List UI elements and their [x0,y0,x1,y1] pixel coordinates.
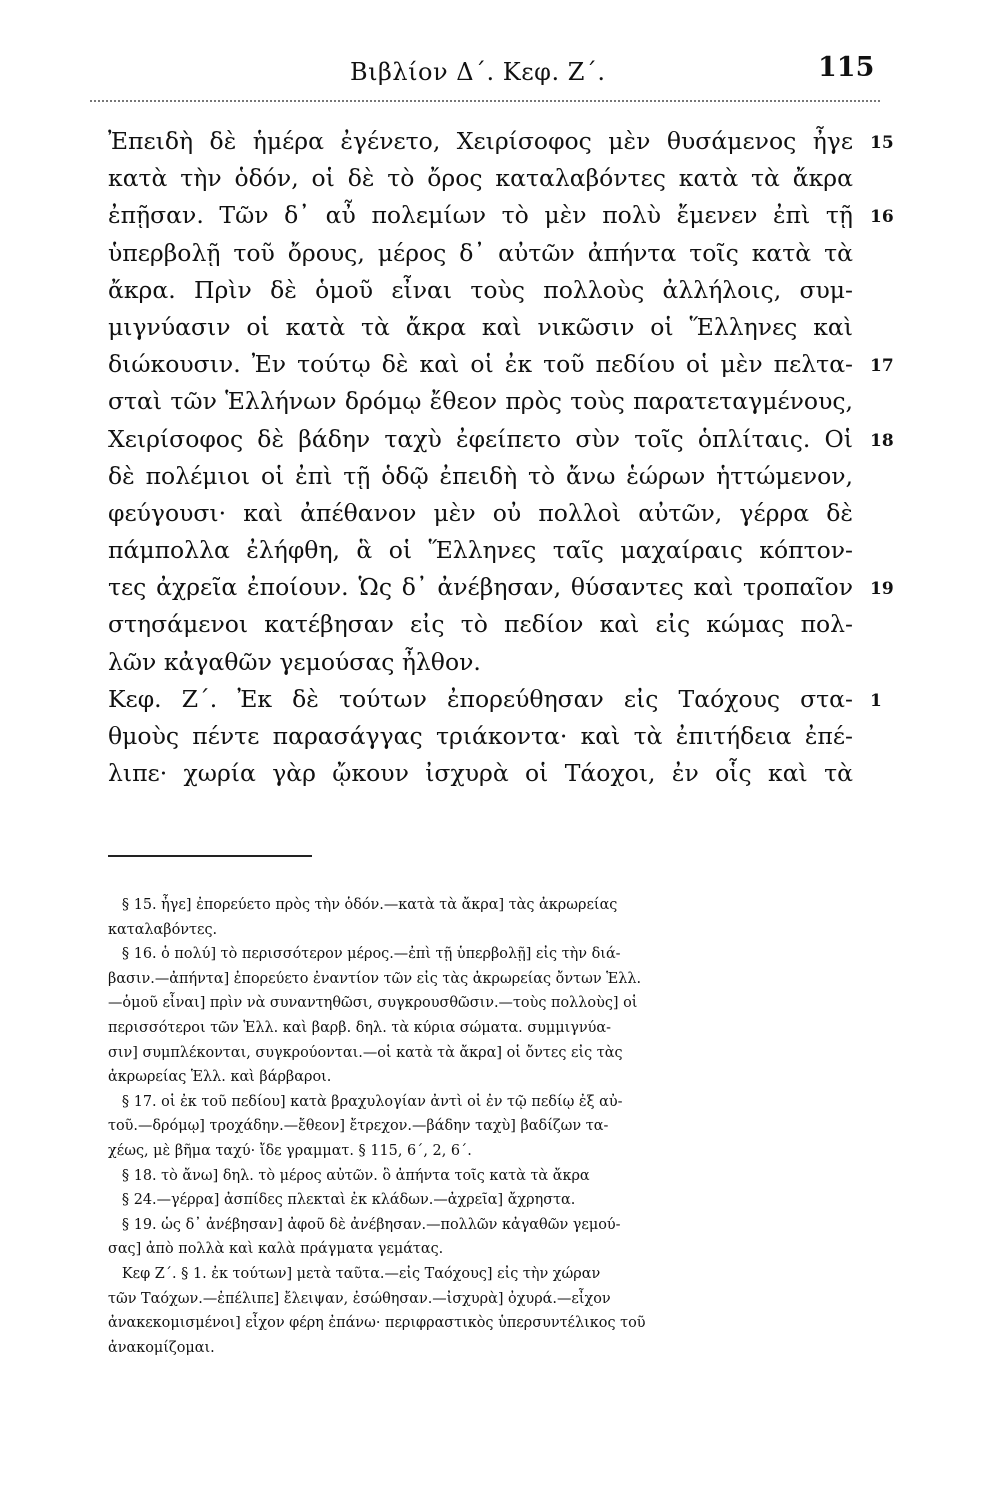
text-line-content: διώκουσιν. Ἐν τούτῳ δὲ καὶ οἱ ἐκ τοῦ πεδίου οἱ μὲν πελτα- [108,350,853,379]
footnote-line: χέως, μὲ βῆμα ταχύ· ἴδε γραμματ. § 115, 6΄, 2, 6΄. [108,1142,472,1159]
footnote-line: —ὁμοῦ εἶναι] πρὶν νὰ συναντηθῶσι, συγκρουσθῶσιν.—τοὺς πολλοὺς] οἱ [108,995,638,1012]
main-text [108,123,894,792]
text-line-content: Ἐπειδὴ δὲ ἡμέρα ἐγένετο, Χειρίσοφος μὲν θυσάμενος ἦγε [108,127,853,155]
text-line [108,644,868,681]
text-line [108,458,868,495]
page-header [0,52,1005,98]
section-number: 16 [870,207,894,228]
text-line-content: ἄκρα. Πρὶν δὲ ὁμοῦ εἶναι τοὺς πολλοὺς ἀλλήλοις, συμ- [108,275,853,304]
footnote-line: § 16. ὁ πολύ] τὸ περισσότερον μέρος.—ἐπὶ τῇ ὑπερβολῇ] εἰς τὴν διά- [121,946,621,963]
text-line [108,681,882,718]
text-line [108,309,868,346]
footnote-line: Κεφ Ζ΄. § 1. ἐκ τούτων] μετὰ ταῦτα.—εἰς Ταόχους] εἰς τὴν χώραν [121,1265,601,1282]
footnote-line: ἀνακομίζομαι. [108,1339,215,1356]
section-number: 1 [870,690,882,711]
text-line-content: στησάμενοι κατέβησαν εἰς τὸ πεδίον καὶ εἰς κώμας πολ- [108,610,853,639]
text-line [108,123,894,160]
footnote-line: τοῦ.—δρόμῳ] τροχάδην.—ἔθεον] ἔτρεχον.—βάδην ταχὺ] βαδίζων τα- [108,1118,609,1135]
section-number: 17 [870,356,894,377]
footnote-line: σας] ἀπὸ πολλὰ καὶ καλὰ πράγματα γεμάτας. [108,1241,444,1258]
footnote-line: περισσότεροι τῶν Ἑλλ. καὶ βαρβ. δηλ. τὰ κύρια σώματα. συμμιγνύα- [108,1019,612,1036]
footnote-line: § 24.—γέρρα] ἀσπίδες πλεκταὶ ἐκ κλάδων.—ἀχρεῖα] ἄχρηστα. [121,1192,576,1209]
text-line-content: τες ἀχρεῖα ἐποίουν. Ὡς δ᾽ ἀνέβησαν, θύσαντες καὶ τροπαῖον [108,573,853,602]
footnote-line: § 17. οἱ ἐκ τοῦ πεδίου] κατὰ βραχυλογίαν ἀντὶ οἱ ἐν τῷ πεδίῳ ἐξ αὐ- [121,1093,623,1110]
page-number: 115 [818,52,875,83]
footnote-line: § 18. τὸ ἄνω] δηλ. τὸ μέρος αὐτῶν. ὃ ἀπήντα τοῖς κατὰ τὰ ἄκρα [121,1167,590,1184]
text-line [108,160,868,197]
text-line-content: ὑπερβολῇ τοῦ ὄρους, μέρος δ᾽ αὐτῶν ἀπήντα τοῖς κατὰ τὰ [108,238,853,267]
text-line-content: σταὶ τῶν Ἑλλήνων δρόμῳ ἔθεον πρὸς τοὺς παρατεταγμένους, [108,387,853,416]
text-line [108,495,868,532]
footnote-divider [108,855,312,857]
footnote-line: σιν] συμπλέκονται, συγκρούονται.—οἱ κατὰ τὰ ἄκρα] οἱ ὄντες εἰς τὰς [108,1044,623,1061]
footnote-line: § 19. ὡς δ᾽ ἀνέβησαν] ἀφοῦ δὲ ἀνέβησαν.—πολλῶν κἀγαθῶν γεμού- [121,1216,621,1233]
text-line [108,755,868,792]
text-line [108,235,868,272]
footnote-line: ἀνακεκομισμένοι] εἶχον φέρη ἐπάνω· περιφραστικὸς ὑπερσυντέλικος τοῦ [108,1315,646,1332]
text-line [108,569,894,606]
section-number: 19 [870,579,894,600]
text-line-content: μιγνύασιν οἱ κατὰ τὰ ἄκρα καὶ νικῶσιν οἱ Ἕλληνες καὶ [108,312,853,341]
text-line-content: λιπε· χωρία γὰρ ᾤκουν ἰσχυρὰ οἱ Τάοχοι, ἐν οἷς καὶ τὰ [108,759,853,788]
footnotes [108,893,878,1360]
text-line [108,197,894,234]
footnote-line: τῶν Ταόχων.—ἐπέλιπε] ἔλειψαν, ἐσώθησαν.—ἰσχυρὰ] ὀχυρά.—εἶχον [108,1290,611,1307]
footnote-line: § 15. ἦγε] ἐπορεύετο πρὸς τὴν ὁδόν.—κατὰ τὰ ἄκρα] τὰς ἀκρωρείας [121,897,618,913]
footnote-line: καταλαβόντες. [108,921,218,938]
text-line-content: ἐπῇσαν. Τῶν δ᾽ αὖ πολεμίων τὸ μὲν πολὺ ἔμενεν ἐπὶ τῇ [108,201,853,230]
text-line-content: δὲ πολέμιοι οἱ ἐπὶ τῇ ὁδῷ ἐπειδὴ τὸ ἄνω ἑώρων ἡττώμενον, [108,461,853,490]
text-line-content: λῶν κἀγαθῶν γεμούσας ἦλθον. [108,647,481,676]
text-line [108,346,894,383]
text-line-content: Χειρίσοφος δὲ βάδην ταχὺ ἐφείπετο σὺν τοῖς ὁπλίταις. Οἱ [108,424,853,453]
text-line [108,272,868,309]
section-number: 15 [870,133,894,153]
running-head: Βιβλίον Δ΄. Κεφ. Ζ΄. [350,58,606,86]
text-line [108,421,894,458]
header-divider [90,100,880,102]
footnote-line: ἀκρωρείας Ἑλλ. καὶ βάρβαροι. [108,1069,332,1086]
text-line [108,718,868,755]
text-line-content: θμοὺς πέντε παρασάγγας τριάκοντα· καὶ τὰ ἐπιτήδεια ἐπέ- [108,722,853,750]
text-line-content: Κεφ. Ζ΄. Ἐκ δὲ τούτων ἐπορεύθησαν εἰς Ταόχους στα- [108,684,853,713]
text-line [108,606,868,643]
text-line-content: φεύγουσι· καὶ ἀπέθανον μὲν οὐ πολλοὶ αὐτῶν, γέρρα δὲ [108,498,853,527]
footnote-line: βασιν.—ἀπήντα] ἐπορεύετο ἐναντίον τῶν εἰς τὰς ἀκρωρείας ὄντων Ἑλλ. [108,970,642,987]
text-line [108,532,868,569]
text-line-content: κατὰ τὴν ὁδόν, οἱ δὲ τὸ ὄρος καταλαβόντες κατὰ τὰ ἄκρα [108,164,853,193]
section-number: 18 [870,430,894,451]
text-line-content: πάμπολλα ἐλήφθη, ἃ οἱ Ἕλληνες ταῖς μαχαίραις κόπτον- [108,536,853,565]
text-line [108,383,868,420]
